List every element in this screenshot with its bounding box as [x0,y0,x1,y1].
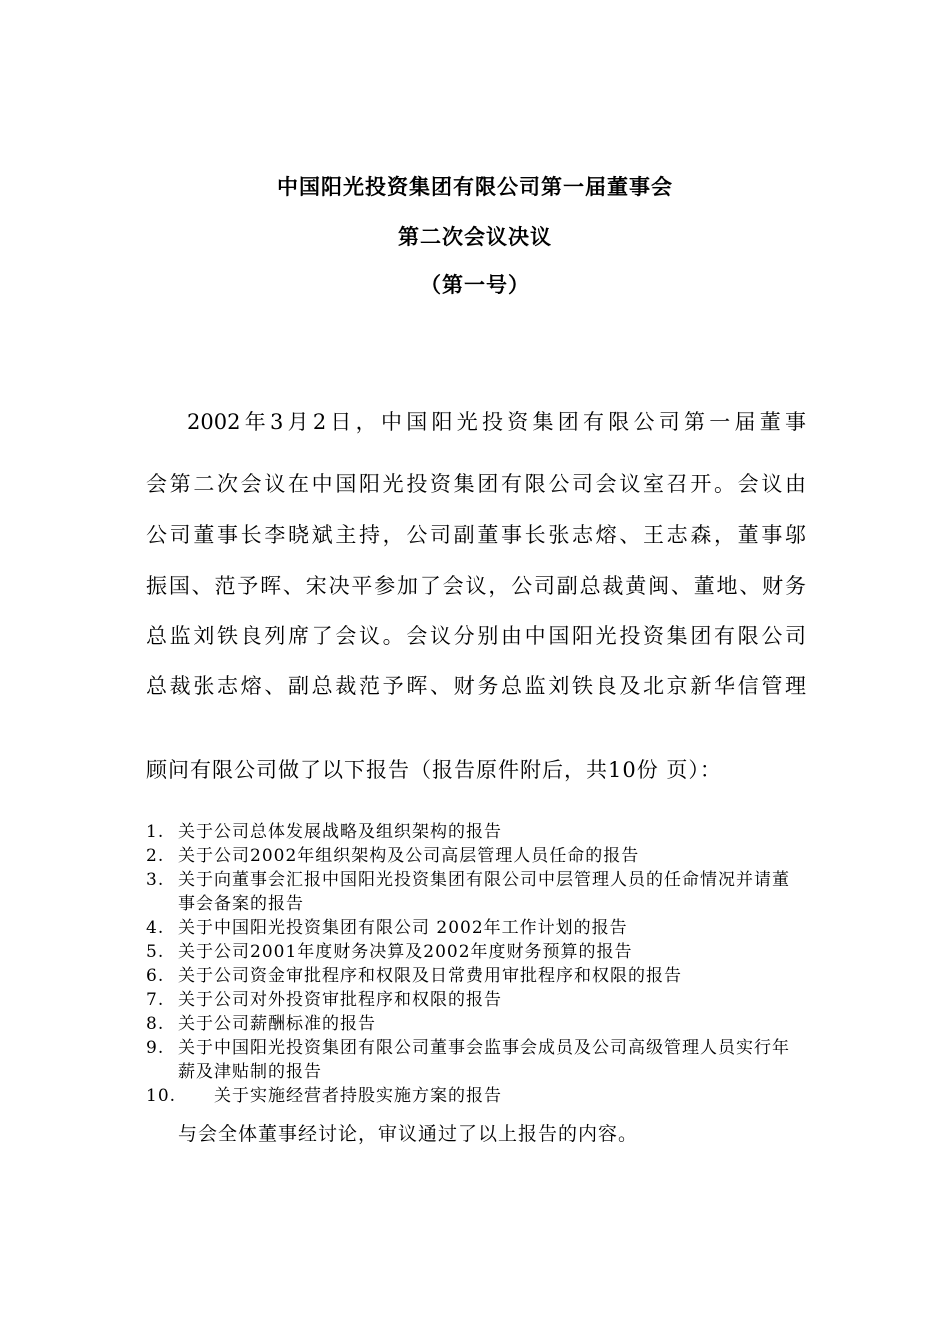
paragraph-line-4: 振国、范予晖、宋决平参加了会议，公司副总裁黄闽、董地、财务 [146,574,806,598]
report-number: 3. [146,870,165,890]
report-title: 关于公司资金审批程序和权限及日常费用审批程序和权限的报告 [178,966,682,986]
report-number: 1. [146,822,165,842]
report-number: 9. [146,1038,165,1058]
report-list-item [146,868,806,916]
report-list-item [146,844,806,868]
report-number: 7. [146,990,165,1010]
report-title: 关于向董事会汇报中国阳光投资集团有限公司中层管理人员的任命情况并请董事会备案的报告 [178,870,790,914]
document-title-line-2: 第二次会议决议 [398,225,552,249]
closing-statement: 与会全体董事经讨论，审议通过了以上报告的内容。 [178,1123,639,1145]
paragraph-line-3: 公司董事长李晓斌主持，公司副董事长张志熔、王志森，董事邬 [146,523,806,547]
report-list [146,820,806,1108]
report-list-item [146,1084,806,1108]
report-list-item [146,964,806,988]
report-number: 6. [146,966,165,986]
report-title: 关于公司2001年度财务决算及2002年度财务预算的报告 [178,942,633,962]
report-list-item [146,1036,806,1084]
report-list-item [146,988,806,1012]
report-list-item [146,916,806,940]
report-number: 2. [146,846,165,866]
report-list-item [146,940,806,964]
report-number: 4. [146,918,165,938]
paragraph-line-5: 总监刘铁良列席了会议。会议分别由中国阳光投资集团有限公司 [146,624,806,648]
report-number: 5. [146,942,165,962]
report-title: 关于公司2002年组织架构及公司高层管理人员任命的报告 [178,846,640,866]
paragraph-line-1: 2002年3月2日，中国阳光投资集团有限公司第一届董事 [187,410,806,434]
report-title: 关于公司对外投资审批程序和权限的报告 [178,990,502,1010]
report-number: 10. [146,1086,177,1106]
report-title: 关于公司总体发展战略及组织架构的报告 [178,822,502,842]
report-title: 关于公司薪酬标准的报告 [178,1014,376,1034]
report-title: 关于中国阳光投资集团有限公司董事会监事会成员及公司高级管理人员实行年薪及津贴制的报告 [178,1038,790,1082]
document-title-line-1: 中国阳光投资集团有限公司第一届董事会 [277,175,673,199]
report-number: 8. [146,1014,165,1034]
paragraph-line-7: 顾问有限公司做了以下报告（报告原件附后，共10份 页）： [146,758,722,782]
document-number: （第一号） [420,273,530,297]
report-list-item [146,820,806,844]
paragraph-line-6: 总裁张志熔、副总裁范予晖、财务总监刘铁良及北京新华信管理 [146,674,806,698]
paragraph-line-2: 会第二次会议在中国阳光投资集团有限公司会议室召开。会议由 [146,472,806,496]
report-title: 关于中国阳光投资集团有限公司 2002年工作计划的报告 [178,918,628,938]
report-title: 关于实施经营者持股实施方案的报告 [214,1086,502,1106]
report-list-item [146,1012,806,1036]
